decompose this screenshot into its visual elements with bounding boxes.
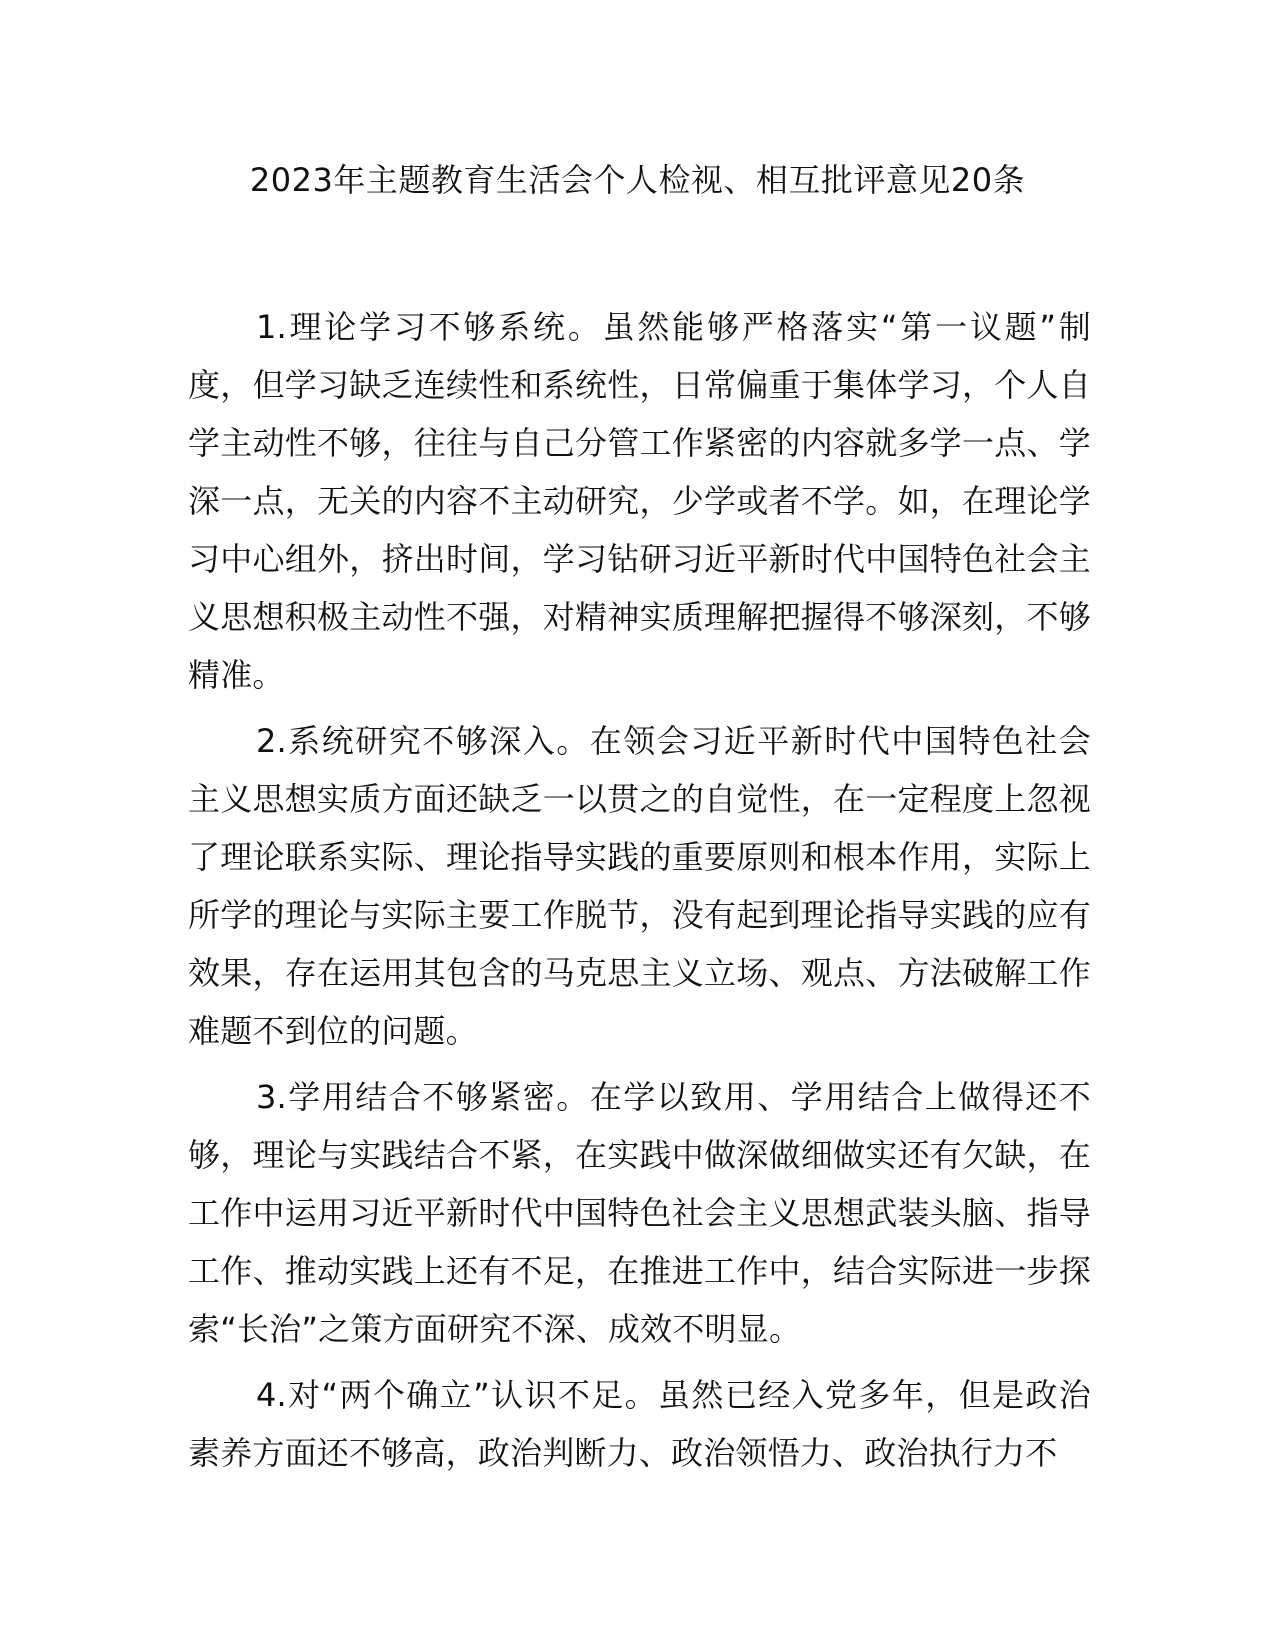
- paragraph-2: 2.系统研究不够深入。在领会习近平新时代中国特色社会主义思想实质方面还缺乏一以贯之的自觉性，在一定程度上忽视了理论联系实际、理论指导实践的重要原则和根本作用，实际上所学的理论与实际主要工作脱节，没有起到理论指导实践的应有效果，存在运用其包含的马克思主义立场、观点、方法破解工作难题不到位的问题。: [188, 722, 1091, 1050]
- document-title: 2023年主题教育生活会个人检视、相互批评意见20条: [249, 161, 1026, 199]
- document-body: [188, 298, 1091, 1490]
- paragraph-4: 4.对“两个确立”认识不足。虽然已经入党多年，但是政治素养方面还不够高，政治判断力、政治领悟力、政治执行力不: [188, 1376, 1091, 1472]
- paragraph-3: 3.学用结合不够紧密。在学以致用、学用结合上做得还不够，理论与实践结合不紧，在实践中做深做细做实还有欠缺，在工作中运用习近平新时代中国特色社会主义思想武装头脑、指导工作、推动实践上还有不足，在推进工作中，结合实际进一步探索“长治”之策方面研究不深、成效不明显。: [188, 1078, 1091, 1348]
- paragraph-1: 1.理论学习不够系统。虽然能够严格落实“第一议题”制度，但学习缺乏连续性和系统性，日常偏重于集体学习，个人自学主动性不够，往往与自己分管工作紧密的内容就多学一点、学深一点，无关的内容不主动研究，少学或者不学。如，在理论学习中心组外，挤出时间，学习钻研习近平新时代中国特色社会主义思想积极主动性不强，对精神实质理解把握得不够深刻，不够精准。: [188, 308, 1091, 694]
